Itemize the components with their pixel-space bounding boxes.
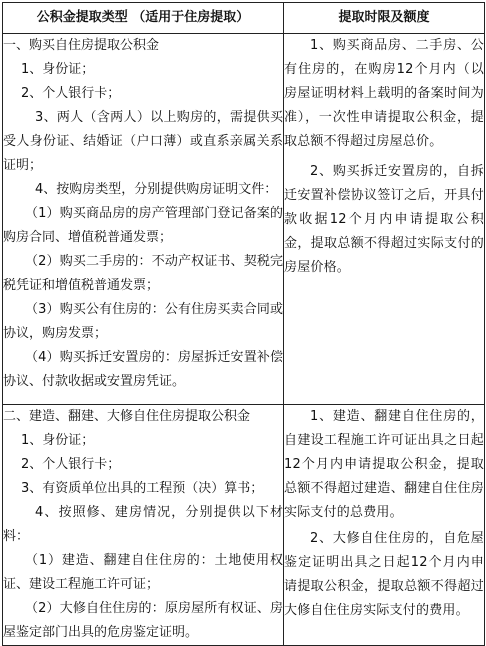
list-item: 1、购买商品房、二手房、公有住房的，在购房12个月内（以房屋证明材料上载明的备案时间为准），一次性申请提取公积金，提取总额不得超过房屋总价。 xyxy=(284,38,484,149)
build-requirements-cell xyxy=(3,405,284,646)
build-limits-cell xyxy=(284,405,485,646)
purchase-requirements-cell xyxy=(3,34,284,405)
header-time-limit-amount: 提取时限及额度 xyxy=(284,3,485,34)
list-item: 1、身份证； xyxy=(21,62,95,77)
table-row xyxy=(3,405,485,646)
purchase-limits-cell xyxy=(284,34,485,405)
list-item: 3、有资质单位出具的工程预（决）算书； xyxy=(21,481,264,496)
list-item: 2、个人银行卡； xyxy=(21,86,121,101)
list-item: （1）购买商品房的房产管理部门登记备案的购房合同、增值税普通发票； xyxy=(3,206,283,245)
list-item: （1）建造、翻建自住住房的：土地使用权证、建设工程施工许可证； xyxy=(3,553,283,592)
list-item: 4、按照修、建房情况，分别提供以下材料： xyxy=(3,505,283,544)
list-item: 4、按购房类型，分别提供购房证明文件： xyxy=(35,182,278,197)
list-item: 3、两人（含两人）以上购房的，需提供买受人身份证、结婚证（户口薄）或直系亲属关系证明； xyxy=(3,110,283,173)
list-item: （4）购买拆迁安置房的：房屋拆迁安置补偿协议、付款收据或安置房凭证。 xyxy=(3,350,283,389)
list-item: 2、个人银行卡； xyxy=(21,457,121,472)
section-title: 一、购买自住房提取公积金 xyxy=(3,38,160,53)
withdrawal-table xyxy=(2,2,485,646)
table-row xyxy=(3,34,485,405)
list-item: （2）购买二手房的：不动产权证书、契税完税凭证和增值税普通发票； xyxy=(3,254,283,293)
header-withdrawal-type: 公积金提取类型 （适用于住房提取） xyxy=(3,3,284,34)
list-item: （3）购买公有住房的：公有住房买卖合同或协议，购房发票； xyxy=(3,302,283,341)
list-item: 1、建造、翻建自住住房的，自建设工程施工许可证出具之日起12个月内申请提取公积金，提取总额不得超过建造、翻建自住住房实际支付的总费用。 xyxy=(284,409,484,520)
table-header-row xyxy=(3,3,485,34)
list-item: （2）大修自住住房的：原房屋所有权证、房屋鉴定部门出具的危房鉴定证明。 xyxy=(3,601,283,640)
list-item: 2、购买拆迁安置房的，自拆迁安置补偿协议签订之后，开具付款收据12个月内申请提取公积金，提取总额不得超过实际支付的房屋价格。 xyxy=(284,164,484,275)
section-title: 二、建造、翻建、大修自住住房提取公积金 xyxy=(3,409,251,424)
list-item: 1、身份证； xyxy=(21,433,95,448)
list-item: 2、大修自住住房的，自危屋鉴定证明出具之日起12个月内申请提取公积金，提取总额不得超过大修自住住房实际支付的费用。 xyxy=(284,531,484,618)
